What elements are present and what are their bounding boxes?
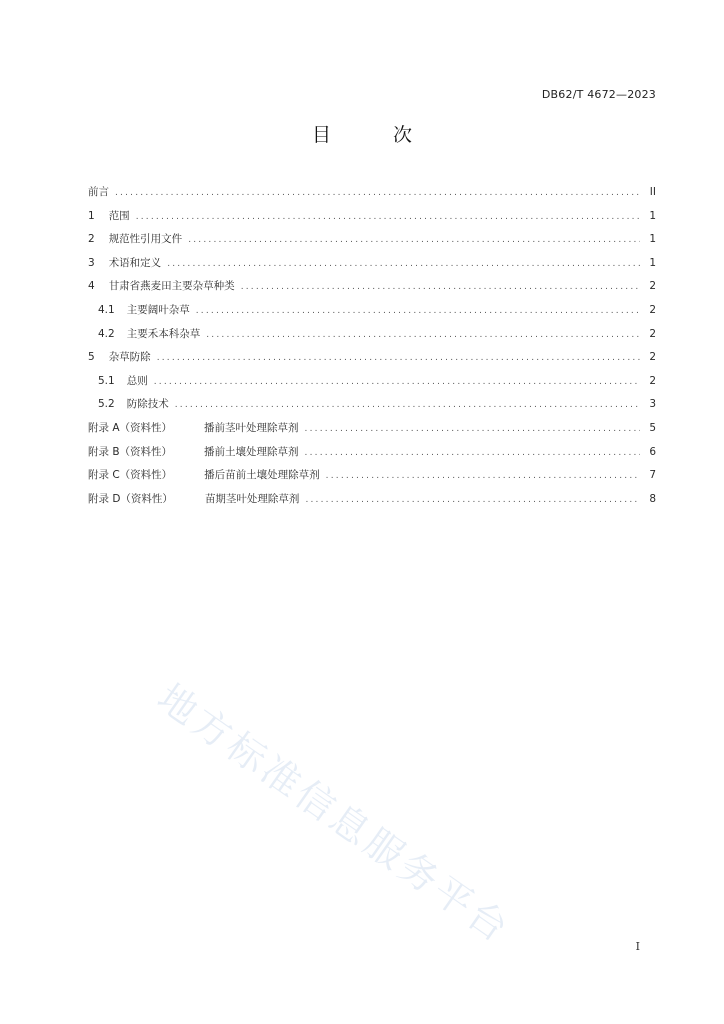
dot-leader: [157, 353, 640, 363]
watermark: 地方标准信息服务平台: [149, 675, 519, 953]
toc-entry-page: 2: [649, 280, 656, 293]
toc-entry-page: 1: [649, 233, 656, 246]
toc-entry-number: 3: [88, 256, 95, 269]
dot-leader: [115, 188, 640, 198]
toc-entry-page: 7: [649, 469, 656, 482]
toc-entry[interactable]: [88, 326, 656, 350]
toc-entry[interactable]: [88, 208, 656, 232]
toc-entry[interactable]: [88, 420, 656, 444]
toc-entry-number: 附录 B（资料性）: [88, 445, 173, 458]
toc-entry-number: 2: [88, 233, 95, 246]
dot-leader: [154, 377, 640, 387]
toc-entry-number: 5.1: [98, 374, 115, 387]
toc-entry-page: 1: [649, 256, 656, 269]
toc-entry-label: 范围: [108, 209, 130, 222]
toc-entry-label: 规范性引用文件: [108, 233, 183, 246]
toc-entry-page: 5: [649, 421, 656, 434]
toc-entry-number: 附录 C（资料性）: [88, 469, 173, 482]
toc-entry-label: 播前茎叶处理除草剂: [204, 421, 299, 434]
toc-entry[interactable]: [88, 349, 656, 373]
toc-entry[interactable]: [88, 373, 656, 397]
toc-entry-page: 2: [649, 303, 656, 316]
toc-entry-label: 前言: [88, 186, 109, 198]
dot-leader: [326, 471, 640, 481]
toc-entry[interactable]: [88, 396, 656, 420]
toc-entry-label: 甘肃省燕麦田主要杂草种类: [108, 280, 235, 293]
toc-entry[interactable]: [88, 231, 656, 255]
toc-entry-page: 8: [649, 492, 656, 505]
toc-entry-label: 杂草防除: [108, 351, 151, 364]
toc-entry[interactable]: [88, 255, 656, 279]
dot-leader: [206, 330, 640, 340]
dot-leader: [305, 448, 640, 458]
toc-entry-page: II: [649, 186, 656, 198]
toc-entry[interactable]: [88, 184, 656, 208]
toc-entry-number: 1: [88, 209, 95, 222]
dot-leader: [136, 212, 640, 222]
toc-entry-page: 3: [649, 398, 656, 411]
toc-entry-page: 6: [649, 445, 656, 458]
toc-entry-label: 术语和定义: [108, 256, 162, 269]
page-number: I: [635, 940, 640, 953]
toc-entry-number: 4: [88, 280, 95, 293]
toc-entry-label: 播前土壤处理除草剂: [204, 445, 299, 458]
page-title: 目 次: [311, 124, 441, 146]
toc-entry-number: 附录 A（资料性）: [88, 421, 173, 434]
dot-leader: [188, 235, 640, 245]
toc-entry-label: 播后苗前土壤处理除草剂: [204, 469, 320, 482]
dot-leader: [196, 306, 640, 316]
dot-leader: [305, 424, 640, 434]
toc-entry-label: 防除技术: [126, 398, 169, 411]
dot-leader: [241, 282, 640, 292]
toc-entry-number: 4.2: [98, 327, 115, 340]
dot-leader: [305, 495, 640, 505]
toc-entry-number: 4.1: [98, 303, 115, 316]
dot-leader: [175, 400, 640, 410]
toc-entry[interactable]: [88, 444, 656, 468]
toc-entry-number: 5.2: [98, 398, 115, 411]
toc-entry-page: 2: [649, 374, 656, 387]
toc-entry[interactable]: [88, 467, 656, 491]
toc-entry-label: 总则: [126, 374, 148, 387]
toc-entry-label: 主要阔叶杂草: [126, 303, 190, 316]
toc-entry-label: 苗期茎叶处理除草剂: [204, 492, 300, 505]
toc-entry-page: 2: [649, 327, 656, 340]
table-of-contents: [88, 184, 656, 514]
toc-entry[interactable]: [88, 302, 656, 326]
toc-entry-number: 5: [88, 351, 95, 364]
dot-leader: [167, 259, 640, 269]
toc-entry-page: 2: [649, 351, 656, 364]
standard-code: DB62/T 4672—2023: [541, 88, 656, 101]
toc-entry[interactable]: [88, 491, 656, 515]
toc-entry-number: 附录 D（资料性）: [88, 492, 173, 505]
toc-entry[interactable]: [88, 278, 656, 302]
toc-entry-page: 1: [649, 209, 656, 222]
toc-entry-label: 主要禾本科杂草: [126, 327, 201, 340]
